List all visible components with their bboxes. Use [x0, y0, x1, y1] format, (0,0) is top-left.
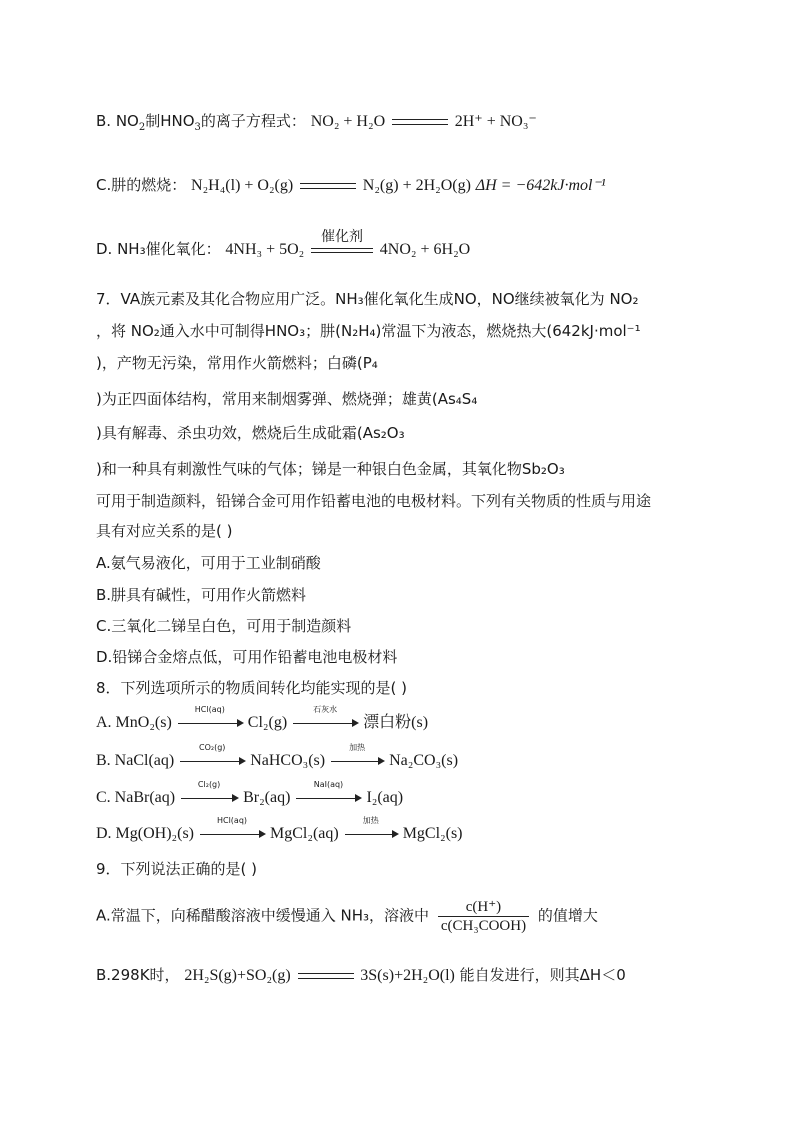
arrow-condition: NaI(aq): [313, 779, 344, 789]
q9-option-b: [96, 964, 704, 987]
q7-line-4: )为正四面体结构，常用来制烟雾弹、燃烧弹；雄黄(As₄S₄: [96, 390, 478, 408]
q9b-rhs: 3S(s)+2H₂O(l): [360, 967, 455, 984]
q9b-lhs: 2H₂S(g)+SO₂(g): [184, 967, 291, 984]
option-c-lhs: N₂H₄(l) + O₂(g): [191, 177, 294, 194]
fraction-denominator: c(CH₃COOH): [440, 918, 527, 934]
q8d-part1: D. Mg(OH)₂(s): [96, 825, 195, 842]
q7-line-1: 7．VA族元素及其化合物应用广泛。NH₃催化氧化生成NO，NO继续被氧化为 NO₂: [96, 290, 639, 308]
reaction-arrow: [200, 815, 264, 835]
option-c-rhs: N₂(g) + 2H₂O(g): [362, 177, 471, 194]
q7-line-3: )，产物无污染，常用作火箭燃料；白磷(P₄: [96, 354, 378, 372]
q7-line-8: 具有对应关系的是( ): [96, 522, 233, 540]
q8c-part3: I₂(aq): [366, 789, 404, 806]
q8c-part1: C. NaBr(aq): [96, 789, 176, 806]
reaction-arrow: [296, 779, 360, 799]
q8a-part1: A. MnO₂(s): [96, 714, 172, 731]
arrow-condition: CO₂(g): [198, 742, 226, 752]
arrow-condition: 加热: [349, 742, 366, 752]
q7-option-d: D.铅锑合金熔点低，可用作铅蓄电池电极材料: [96, 648, 398, 666]
q7-option-b: B.肼具有碱性，可用作火箭燃料: [96, 586, 307, 604]
reaction-arrow: [180, 742, 244, 762]
option-b-prefix: B. NO: [96, 112, 139, 130]
arrow-condition: Cl₂(g): [197, 779, 221, 789]
q7-option-c: C.三氧化二锑呈白色，可用于制造颜料: [96, 617, 352, 635]
q8d-part3: MgCl₂(s): [402, 825, 463, 842]
q8b-part1: B. NaCl(aq): [96, 752, 175, 769]
reaction-arrow: [331, 742, 383, 762]
q7-line-7: 可用于制造颜料，铅锑合金可用作铅蓄电池的电极材料。下列有关物质的性质与用途: [96, 492, 652, 510]
option-d-rhs: 4NO₂ + 6H₂O: [379, 241, 471, 258]
q9-stem: 9．下列说法正确的是( ): [96, 860, 258, 878]
reaction-arrow: [181, 779, 237, 799]
q8-option-b: [96, 742, 704, 772]
q9a-post: 的值增大: [537, 906, 598, 925]
q7-line-6: )和一种具有刺激性气味的气体；锑是一种银白色金属，其氧化物Sb₂O₃: [96, 460, 565, 478]
option-b-lhs: NO₂ + H₂O: [310, 113, 386, 130]
catalyst-equals: [311, 228, 373, 253]
reaction-arrow: [178, 704, 242, 724]
arrow-condition: 加热: [362, 815, 379, 825]
q9b-post: 能自发进行，则其ΔH＜0: [459, 966, 626, 984]
option-c-prefix: C.肼的燃烧：: [96, 176, 187, 194]
arrow-condition: HCl(aq): [216, 815, 248, 825]
option-d-lhs: 4NH₃ + 5O₂: [225, 241, 305, 258]
equals-sign: [300, 183, 356, 189]
arrow-condition: 石灰水: [313, 704, 338, 714]
reaction-arrow: [293, 704, 357, 724]
q8-option-d: [96, 815, 704, 845]
q8d-part2: MgCl₂(aq): [270, 825, 339, 842]
option-b-mid: 制HNO: [145, 112, 195, 130]
q7-line-2: ，将 NO₂通入水中可制得HNO₃；肼(N₂H₄)常温下为液态，燃烧热大(642kJ·mol⁻¹: [96, 322, 641, 340]
option-c-dh: ΔH = −642kJ·mol⁻¹: [475, 177, 606, 194]
q8b-part2: NaHCO₃(s): [250, 752, 326, 769]
q8-option-c: [96, 779, 704, 809]
fraction-numerator: c(H⁺): [438, 898, 529, 917]
option-d-prefix: D. NH₃催化氧化：: [96, 240, 221, 258]
arrow-condition: HCl(aq): [194, 704, 225, 714]
q8c-part2: Br₂(aq): [243, 789, 291, 806]
catalyst-label: 催化剂: [321, 228, 364, 245]
equals-sign: [392, 119, 448, 125]
sub-2: 2: [138, 122, 146, 133]
option-c-line: [96, 174, 704, 197]
q8-option-a: [96, 704, 704, 734]
q8b-part3: Na₂CO₃(s): [389, 752, 459, 769]
option-b-label: 的离子方程式：: [200, 112, 306, 130]
q8a-part3: 漂白粉(s): [363, 714, 429, 731]
q9a-pre: A.常温下，向稀醋酸溶液中缓慢通入 NH₃，溶液中: [96, 906, 430, 925]
q7-line-5: )具有解毒、杀虫功效，燃烧后生成砒霜(As₂O₃: [96, 424, 405, 442]
fraction: [438, 898, 529, 935]
q7-option-a: A.氨气易液化，可用于工业制硝酸: [96, 554, 321, 572]
q9-option-a: [96, 898, 704, 935]
reaction-arrow: [345, 815, 397, 835]
q9b-pre: B.298K时，: [96, 966, 180, 984]
option-d-line: [96, 228, 704, 261]
equals-sign: [298, 973, 354, 979]
q8a-part2: Cl₂(g): [247, 714, 288, 731]
sub-3: 3: [194, 122, 201, 133]
option-b-line: [96, 110, 704, 133]
q8-stem: 8．下列选项所示的物质间转化均能实现的是( ): [96, 679, 408, 697]
option-b-rhs: 2H⁺ + NO₃⁻: [454, 113, 537, 130]
